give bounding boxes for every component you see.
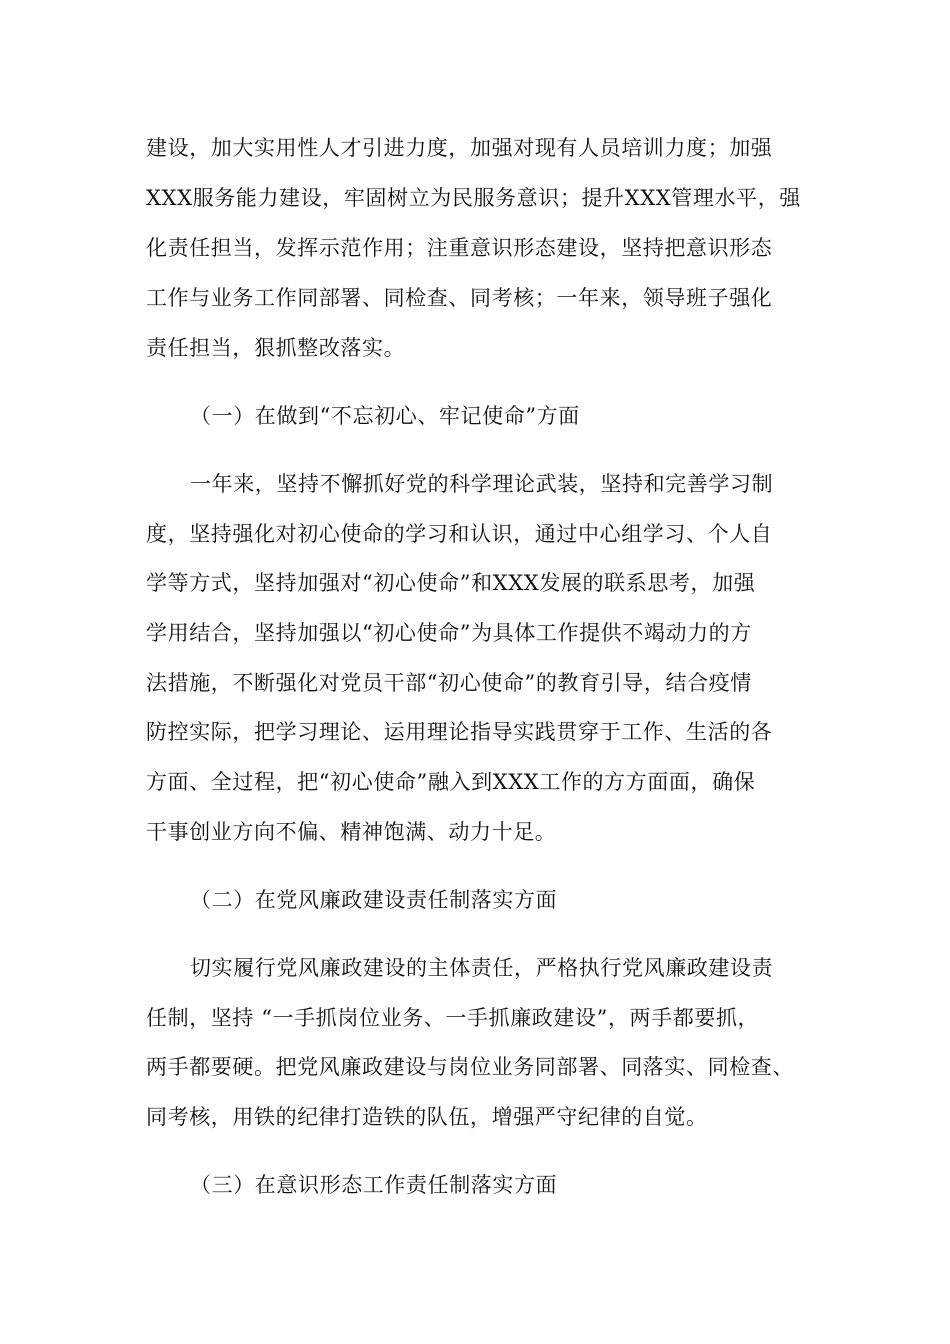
paragraph-line: 建设，加大实用性人才引进力度，加强对现有人员培训力度；加强 — [146, 136, 773, 160]
paragraph-line: 化责任担当，发挥示范作用；注重意识形态建设，坚持把意识形态 — [146, 236, 773, 260]
paragraph-line: 切实履行党风廉政建设的主体责任，严格执行党风廉政建设责 — [190, 956, 774, 980]
paragraph-line: 工作与业务工作同部署、同检查、同考核；一年来，领导班子强化 — [146, 286, 773, 310]
paragraph-line: 干事创业方向不偏、精神饱满、动力十足。 — [146, 820, 557, 844]
paragraph-line: 一年来，坚持不懈抓好党的科学理论武装，坚持和完善学习制 — [190, 472, 774, 496]
paragraph-line: 同考核，用铁的纪律打造铁的队伍，增强严守纪律的自觉。 — [146, 1105, 708, 1129]
paragraph-line: 度，坚持强化对初心使命的学习和认识，通过中心组学习、个人自 — [146, 522, 773, 546]
paragraph-line: 学等方式，坚持加强对“初心使命”和XXX发展的联系思考，加强 — [146, 571, 756, 595]
paragraph-line: 法措施，不断强化对党员干部“初心使命”的教育引导，结合疫情 — [146, 671, 752, 695]
paragraph-line: 任制，坚持 “一手抓岗位业务、一手抓廉政建设”，两手都要抓， — [146, 1006, 760, 1030]
paragraph-line: 两手都要硬。把党风廉政建设与岗位业务同部署、同落实、同检查、 — [146, 1055, 794, 1079]
paragraph-line: 责任担当，狠抓整改落实。 — [146, 336, 406, 360]
section-heading-3: （三）在意识形态工作责任制落实方面 — [190, 1173, 558, 1197]
section-heading-2: （二）在党风廉政建设责任制落实方面 — [190, 888, 558, 912]
section-heading-1: （一）在做到“不忘初心、牢记使命”方面 — [190, 404, 580, 428]
paragraph-line: 学用结合，坚持加强以“初心使命”为具体工作提供不竭动力的方 — [146, 621, 752, 645]
paragraph-line: XXX服务能力建设，牢固树立为民服务意识；提升XXX管理水平，强 — [146, 186, 801, 210]
paragraph-line: 方面、全过程，把“初心使命”融入到XXX工作的方方面面，确保 — [146, 770, 756, 794]
paragraph-line: 防控实际，把学习理论、运用理论指导实践贯穿于工作、生活的各 — [146, 720, 773, 744]
